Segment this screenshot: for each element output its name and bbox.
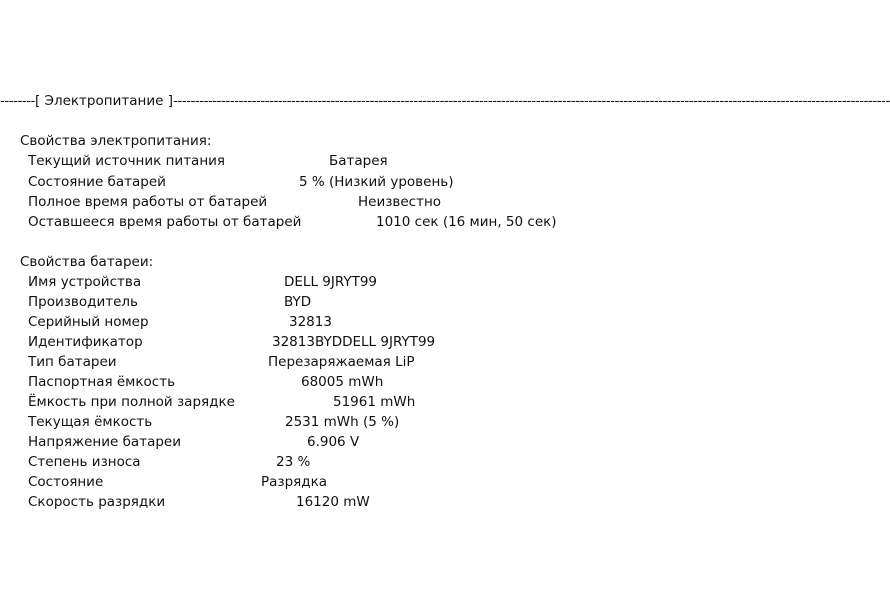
section-title: Электропитание xyxy=(44,93,164,109)
device-name-label: Имя устройства xyxy=(28,274,142,290)
serial-number-value: 32813 xyxy=(289,314,332,330)
identifier-value: 32813BYDDELL 9JRYT99 xyxy=(272,334,436,350)
state-label: Состояние xyxy=(28,474,104,490)
power-source-label: Текущий источник питания xyxy=(28,153,226,169)
manufacturer-label: Производитель xyxy=(28,294,139,310)
battery-properties-title: Свойства батареи: xyxy=(20,254,154,270)
current-capacity-label: Текущая ёмкость xyxy=(28,414,153,430)
designed-capacity-value: 68005 mWh xyxy=(301,374,384,390)
power-properties-title: Свойства электропитания: xyxy=(20,133,212,149)
remaining-time-label: Оставшееся время работы от батарей xyxy=(28,214,302,230)
battery-type-label: Тип батареи xyxy=(28,354,117,370)
power-source-value: Батарея xyxy=(329,153,388,169)
remaining-time-value: 1010 сек (16 мин, 50 сек) xyxy=(376,214,557,230)
full-battery-time-label: Полное время работы от батарей xyxy=(28,194,268,210)
device-name-value: DELL 9JRYT99 xyxy=(284,274,378,290)
wear-level-label: Степень износа xyxy=(28,454,141,470)
manufacturer-value: BYD xyxy=(284,294,312,310)
wear-level-value: 23 % xyxy=(276,454,311,470)
section-header xyxy=(0,92,890,110)
full-charge-capacity-value: 51961 mWh xyxy=(333,394,416,410)
identifier-label: Идентификатор xyxy=(28,334,143,350)
designed-capacity-label: Паспортная ёмкость xyxy=(28,374,176,390)
header-dashes-left: -------- xyxy=(0,93,35,109)
battery-state-value: 5 % (Низкий уровень) xyxy=(299,174,454,190)
header-dashes-right: -------------------------------------------------------------------------------------------------------------------------------------------------------------------- xyxy=(172,93,890,109)
battery-state-label: Состояние батарей xyxy=(28,174,166,190)
serial-number-label: Серийный номер xyxy=(28,314,149,330)
battery-type-value: Перезаряжаемая LiP xyxy=(268,354,415,370)
battery-voltage-label: Напряжение батареи xyxy=(28,434,181,450)
state-value: Разрядка xyxy=(261,474,328,490)
discharge-rate-label: Скорость разрядки xyxy=(28,494,166,510)
discharge-rate-value: 16120 mW xyxy=(296,494,370,510)
full-charge-capacity-label: Ёмкость при полной зарядке xyxy=(28,394,235,410)
header-bracket-open: [ xyxy=(34,93,45,109)
header-bracket-close: ] xyxy=(163,93,173,109)
battery-voltage-value: 6.906 V xyxy=(307,434,360,450)
current-capacity-value: 2531 mWh (5 %) xyxy=(285,414,400,430)
full-battery-time-value: Неизвестно xyxy=(358,194,442,210)
